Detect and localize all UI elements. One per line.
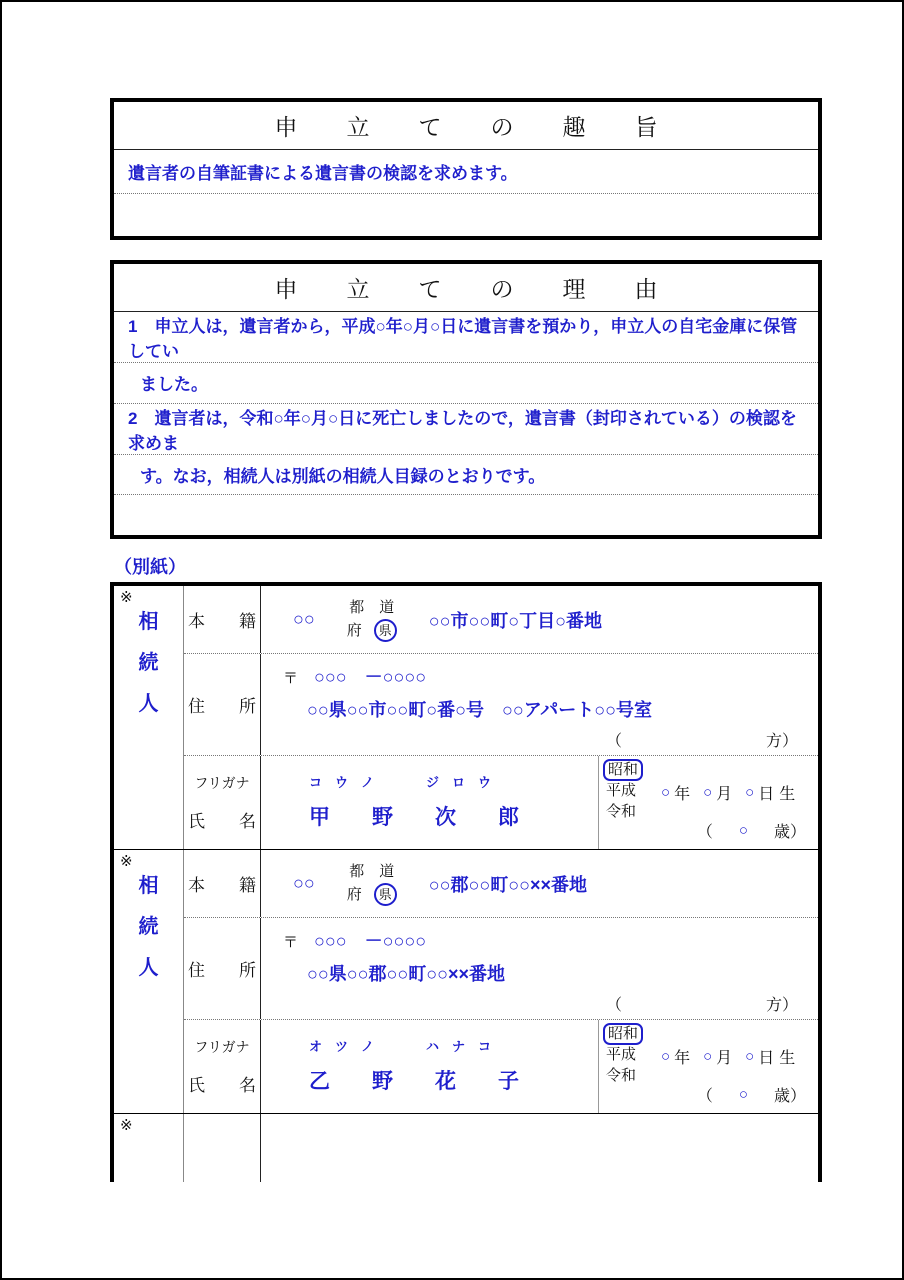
petition-reason-line-1: 1 申立人は，遺言者から，平成○年○月○日に遺言書を預かり，申立人の自宅金庫に保管してい xyxy=(114,312,818,363)
petition-reason-title: 申 立 て の 理 由 xyxy=(114,264,818,312)
name-kanji: 乙 野 花 子 xyxy=(309,1070,519,1093)
heir-row-1 xyxy=(114,586,818,850)
address-value xyxy=(261,654,818,755)
birthdate-cell xyxy=(598,756,818,849)
petition-purpose-empty-line xyxy=(114,194,818,237)
name-row xyxy=(184,756,818,849)
name-furigana: コ ウ ノ ジ ロ ウ xyxy=(309,775,492,790)
registered-domicile-value xyxy=(261,586,818,653)
name-furigana: オ ツ ノ ハ ナ コ xyxy=(309,1039,492,1054)
heir-row-empty xyxy=(114,1114,818,1182)
era-list xyxy=(606,759,661,844)
petition-purpose-line: 遺言者の自筆証書による遺言書の検認を求めます。 xyxy=(114,150,818,194)
registered-domicile-label: 本 籍 xyxy=(184,586,261,653)
heir-role-cell xyxy=(114,586,184,849)
era-reiwa: 令和 xyxy=(606,1068,637,1084)
street-address: ○○県○○市○○町○番○号 ○○アパート○○号室 xyxy=(307,699,653,720)
name-row xyxy=(184,1020,818,1113)
heirs-table xyxy=(110,582,822,1182)
petition-reason-line-4: す。なお，相続人は別紙の相続人目録のとおりです。 xyxy=(114,455,818,496)
domicile-address: ○○郡○○町○○××番地 xyxy=(428,874,588,895)
postal-code: ○○○ －○○○○ xyxy=(314,931,427,951)
reference-mark: ※ xyxy=(120,590,133,606)
address-row xyxy=(184,654,818,756)
petition-purpose-box xyxy=(110,98,822,240)
era-reiwa: 令和 xyxy=(606,804,637,820)
heir-role-cell xyxy=(114,1114,184,1182)
era-list xyxy=(606,1023,661,1108)
heir-role-label: 相 続 人 xyxy=(138,611,159,715)
address-row xyxy=(184,918,818,1020)
petition-purpose-title: 申 立 て の 趣 旨 xyxy=(114,102,818,150)
address-label: 住 所 xyxy=(184,654,261,755)
postal-mark-icon: 〒 xyxy=(283,935,299,951)
registered-domicile-label: 本 籍 xyxy=(184,850,261,917)
name-label: フリガナ 氏 名 xyxy=(184,1020,261,1113)
empty-row xyxy=(184,1114,818,1182)
age-line: （ ○ 歳） xyxy=(696,1086,806,1105)
prefecture-type-selector: 都 道 府 県 xyxy=(347,861,397,907)
reference-mark: ※ xyxy=(120,1118,133,1134)
prefecture-name: ○○ xyxy=(293,609,315,629)
care-of-note: （ 方） xyxy=(605,733,798,750)
day-circle: ○ xyxy=(745,784,755,801)
birthdate-line: ○ 年 ○ 月 ○ 日 生 xyxy=(661,784,796,803)
heir-role-cell xyxy=(114,850,184,1113)
street-address: ○○県○○郡○○町○○××番地 xyxy=(307,963,505,984)
prefecture-name: ○○ xyxy=(293,873,315,893)
empty-label-cell xyxy=(184,1114,261,1182)
name-value xyxy=(261,756,598,849)
birthdate-cell xyxy=(598,1020,818,1113)
petition-reason-line-3: 2 遺言者は，令和○年○月○日に死亡しましたので，遺言書（封印されている）の検認を求めま xyxy=(114,404,818,455)
age-circle: ○ xyxy=(738,1086,748,1103)
birthdate-line: ○ 年 ○ 月 ○ 日 生 xyxy=(661,1048,796,1067)
circled-ken-mark: 県 xyxy=(374,883,397,906)
name-label: フリガナ 氏 名 xyxy=(184,756,261,849)
era-heisei: 平成 xyxy=(606,1047,637,1063)
registered-domicile-row xyxy=(184,586,818,654)
postal-code: ○○○ －○○○○ xyxy=(314,667,427,687)
registered-domicile-value xyxy=(261,850,818,917)
postal-mark-icon: 〒 xyxy=(283,671,299,687)
address-label: 住 所 xyxy=(184,918,261,1019)
name-value xyxy=(261,1020,598,1113)
age-line: （ ○ 歳） xyxy=(696,822,806,841)
circled-ken-mark: 県 xyxy=(374,619,397,642)
empty-value-cell xyxy=(261,1114,818,1182)
month-circle: ○ xyxy=(703,784,713,801)
name-kanji: 甲 野 次 郎 xyxy=(309,806,519,829)
day-circle: ○ xyxy=(745,1048,755,1065)
era-selected-showa: 昭和 xyxy=(603,759,643,781)
attachment-label: （別紙） xyxy=(114,557,186,577)
address-value xyxy=(261,918,818,1019)
heir-row-2 xyxy=(114,850,818,1114)
era-selected-showa: 昭和 xyxy=(603,1023,643,1045)
month-circle: ○ xyxy=(703,1048,713,1065)
petition-reason-line-2: ました。 xyxy=(114,363,818,404)
year-circle: ○ xyxy=(661,784,671,801)
domicile-address: ○○市○○町○丁目○番地 xyxy=(428,610,602,631)
heir-role-label: 相 続 人 xyxy=(138,875,159,979)
petition-reason-empty-line xyxy=(114,495,818,535)
era-heisei: 平成 xyxy=(606,783,637,799)
care-of-note: （ 方） xyxy=(605,997,798,1014)
reference-mark: ※ xyxy=(120,854,133,870)
prefecture-type-selector: 都 道 府 県 xyxy=(347,597,397,643)
registered-domicile-row xyxy=(184,850,818,918)
year-circle: ○ xyxy=(661,1048,671,1065)
petition-reason-box xyxy=(110,260,822,539)
age-circle: ○ xyxy=(738,822,748,839)
